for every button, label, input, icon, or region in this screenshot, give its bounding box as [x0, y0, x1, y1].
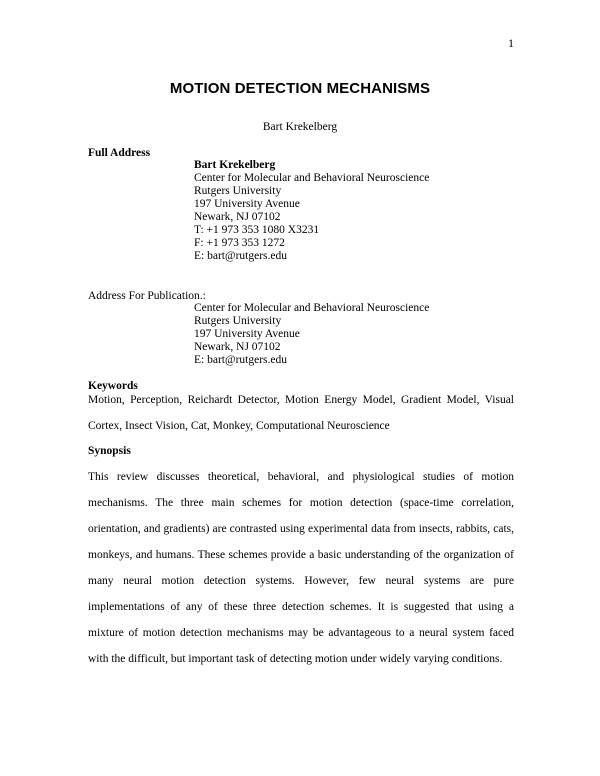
address-line: 197 University Avenue	[194, 198, 300, 210]
full-address-label: Full Address	[88, 147, 151, 159]
address-line: 197 University Avenue	[194, 328, 300, 340]
synopsis-heading: Synopsis	[88, 445, 131, 457]
address-name: Bart Krekelberg	[194, 159, 276, 171]
address-line: F: +1 973 353 1272	[194, 237, 285, 249]
address-line: E: bart@rutgers.edu	[194, 354, 287, 366]
paper-title: MOTION DETECTION MECHANISMS	[169, 80, 431, 97]
address-line: Newark, NJ 07102	[194, 341, 281, 353]
address-line: Center for Molecular and Behavioral Neuroscience	[194, 302, 430, 314]
full-address-block	[194, 159, 429, 263]
keywords-text: Motion, Perception, Reichardt Detector, Motion Energy Model, Gradient Model, Visual Cortex, Insect Vision, Cat, Monkey, Computational Neuroscience	[88, 394, 514, 432]
synopsis-text: This review discusses theoretical, behavioral, and physiological studies of motion mechanisms. The three main schemes for motion detection (space-time correlation, orientation, and gradients) are contrasted using experimental data from insects, rabbits, cats, monkeys, and humans. These schemes provide a basic understanding of the organization of many neural motion detection systems. However, few neural systems are pure implementations of any of these three detection schemes. It is suggested that using a mixture of motion detection mechanisms may be advantageous to a neural system faced with the difficult, but important task of detecting motion under widely varying conditions.	[88, 471, 514, 665]
page-number: 1	[508, 36, 514, 50]
keywords-heading: Keywords	[88, 380, 138, 392]
address-line: Newark, NJ 07102	[194, 211, 281, 223]
address-line: Center for Molecular and Behavioral Neuroscience	[194, 172, 430, 184]
address-line: T: +1 973 353 1080 X3231	[194, 224, 320, 236]
author-name: Bart Krekelberg	[262, 121, 338, 133]
address-line: Rutgers University	[194, 185, 282, 197]
address-line: E: bart@rutgers.edu	[194, 250, 287, 262]
publication-address-block	[194, 302, 429, 367]
publication-address-label: Address For Publication.:	[88, 290, 206, 302]
address-line: Rutgers University	[194, 315, 282, 327]
